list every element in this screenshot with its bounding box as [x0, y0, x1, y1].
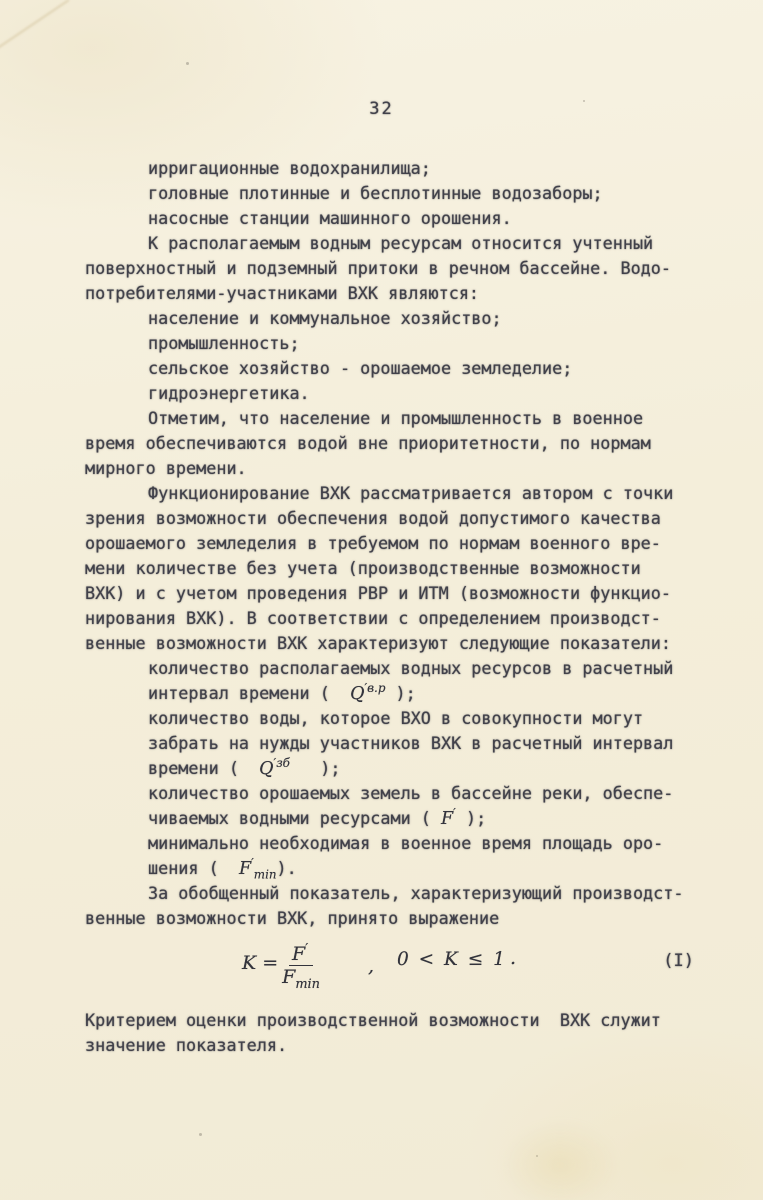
paragraph-line: нирования ВХК). В соответствии с определением производст- [85, 608, 661, 628]
paragraph-line: потребителями-участниками ВХК являются: [85, 283, 480, 303]
formula-comma: , [368, 955, 375, 977]
list-item: головные плотинные и бесплотинные водозаборы; [148, 183, 603, 203]
equals-sign: = [262, 952, 279, 974]
equation-number: (I) [663, 951, 694, 971]
math-base: F [282, 966, 296, 988]
math-symbol-q-zb [259, 756, 290, 779]
list-item: количество воды, которое ВХО в совокупности могут [148, 708, 644, 728]
list-item: забрать на нужды участников ВХК в расчетный интервал [148, 733, 674, 753]
fraction-denominator [282, 966, 320, 992]
text-body [85, 156, 697, 1058]
paragraph-line: время обеспечиваются водой вне приоритетности, по нормам [85, 433, 651, 453]
text-segment: чиваемых водными ресурсами ( [148, 808, 441, 828]
formula-period: . [510, 947, 517, 969]
paragraph-line: зрения возможности обеспечения водой допустимого качества [85, 508, 661, 528]
math-base: Q [350, 684, 365, 704]
paragraph-line: Отметим, что население и промышленность в военное [148, 408, 644, 428]
paragraph-line: значение показателя. [85, 1035, 288, 1055]
list-item-with-math [85, 856, 697, 881]
math-superscript: ′зб [273, 756, 290, 771]
paragraph-line: К располагаемым водным ресурсам относится учтенный [148, 233, 654, 253]
paragraph-line: поверхностный и подземный притоки в речном бассейне. Водо- [85, 258, 671, 278]
math-base: F [441, 809, 454, 829]
math-superscript: ′ [305, 941, 309, 957]
text-segment: ); [385, 683, 416, 703]
text-segment: интервал времени ( [148, 683, 351, 703]
math-superscript: ′в.р [364, 681, 386, 696]
paragraph-line: мени количестве без учета (производственные возможности [85, 558, 641, 578]
list-item: количество орошаемых земель в бассейне реки, обеспе- [148, 783, 674, 803]
paragraph-line: Критерием оценки производственной возможности ВХК служит [85, 1010, 661, 1030]
math-subscript: min [295, 976, 320, 992]
paragraph-line: венные возможности ВХК характеризуют следующие показатели: [85, 633, 671, 653]
math-base: F [292, 943, 306, 965]
fraction-numerator [289, 941, 313, 966]
list-item: ирригационные водохранилища; [148, 158, 431, 178]
math-subscript: min [253, 867, 277, 882]
list-item: гидроэнергетика. [148, 383, 310, 403]
text-segment: ). [276, 858, 297, 878]
math-symbol-f-min [238, 856, 277, 882]
paper-crease [0, 0, 69, 49]
paragraph-line: венные возможности ВХК, принято выражение [85, 908, 500, 928]
math-base: F [238, 859, 252, 879]
formula-lhs: K [242, 952, 257, 974]
paragraph-line: За обобщенный показатель, характеризующий производст- [148, 883, 684, 903]
paragraph-line: ВХК) и с учетом проведения РВР и ИТМ (возможности функцио- [85, 583, 671, 603]
list-item: промышленность; [148, 333, 300, 353]
paragraph-line: мирного времени. [85, 458, 247, 478]
paragraph-line: орошаемого земледелия в требуемом по нормам военного вре- [85, 533, 661, 553]
list-item: насосные станции машинного орошения. [148, 208, 512, 228]
math-superscript: ′ [453, 806, 456, 821]
list-item-with-math [85, 806, 697, 831]
paper-speck [199, 1133, 202, 1136]
list-item-with-math [85, 756, 697, 781]
list-item-with-math [85, 681, 697, 706]
text-segment: шения ( [148, 858, 239, 878]
formula-fraction [282, 941, 320, 992]
text-segment: ); [289, 758, 341, 778]
page-number: 32 [369, 99, 394, 119]
list-item: сельское хозяйство - орошаемое земледелие; [148, 358, 573, 378]
formula-line [85, 931, 697, 1008]
list-item: минимально необходимая в военное время площадь оро- [148, 833, 664, 853]
formula-condition: 0 < K ≤ 1 [397, 949, 507, 970]
math-superscript: ′ [251, 856, 254, 871]
formula-expression [242, 941, 320, 992]
math-symbol-f-prime [441, 806, 456, 829]
text-segment: времени ( [148, 758, 260, 778]
list-item: население и коммунальное хозяйство; [148, 308, 502, 328]
list-item: количество располагаемых водных ресурсов в расчетный [148, 658, 674, 678]
math-base: Q [259, 759, 274, 779]
paragraph-line: Функционирование ВХК рассматривается автором с точки [148, 483, 674, 503]
math-symbol-q-vr [350, 681, 386, 704]
text-segment: ); [455, 808, 487, 828]
paper-smudge [500, 1120, 620, 1200]
paper-speck [186, 62, 189, 65]
